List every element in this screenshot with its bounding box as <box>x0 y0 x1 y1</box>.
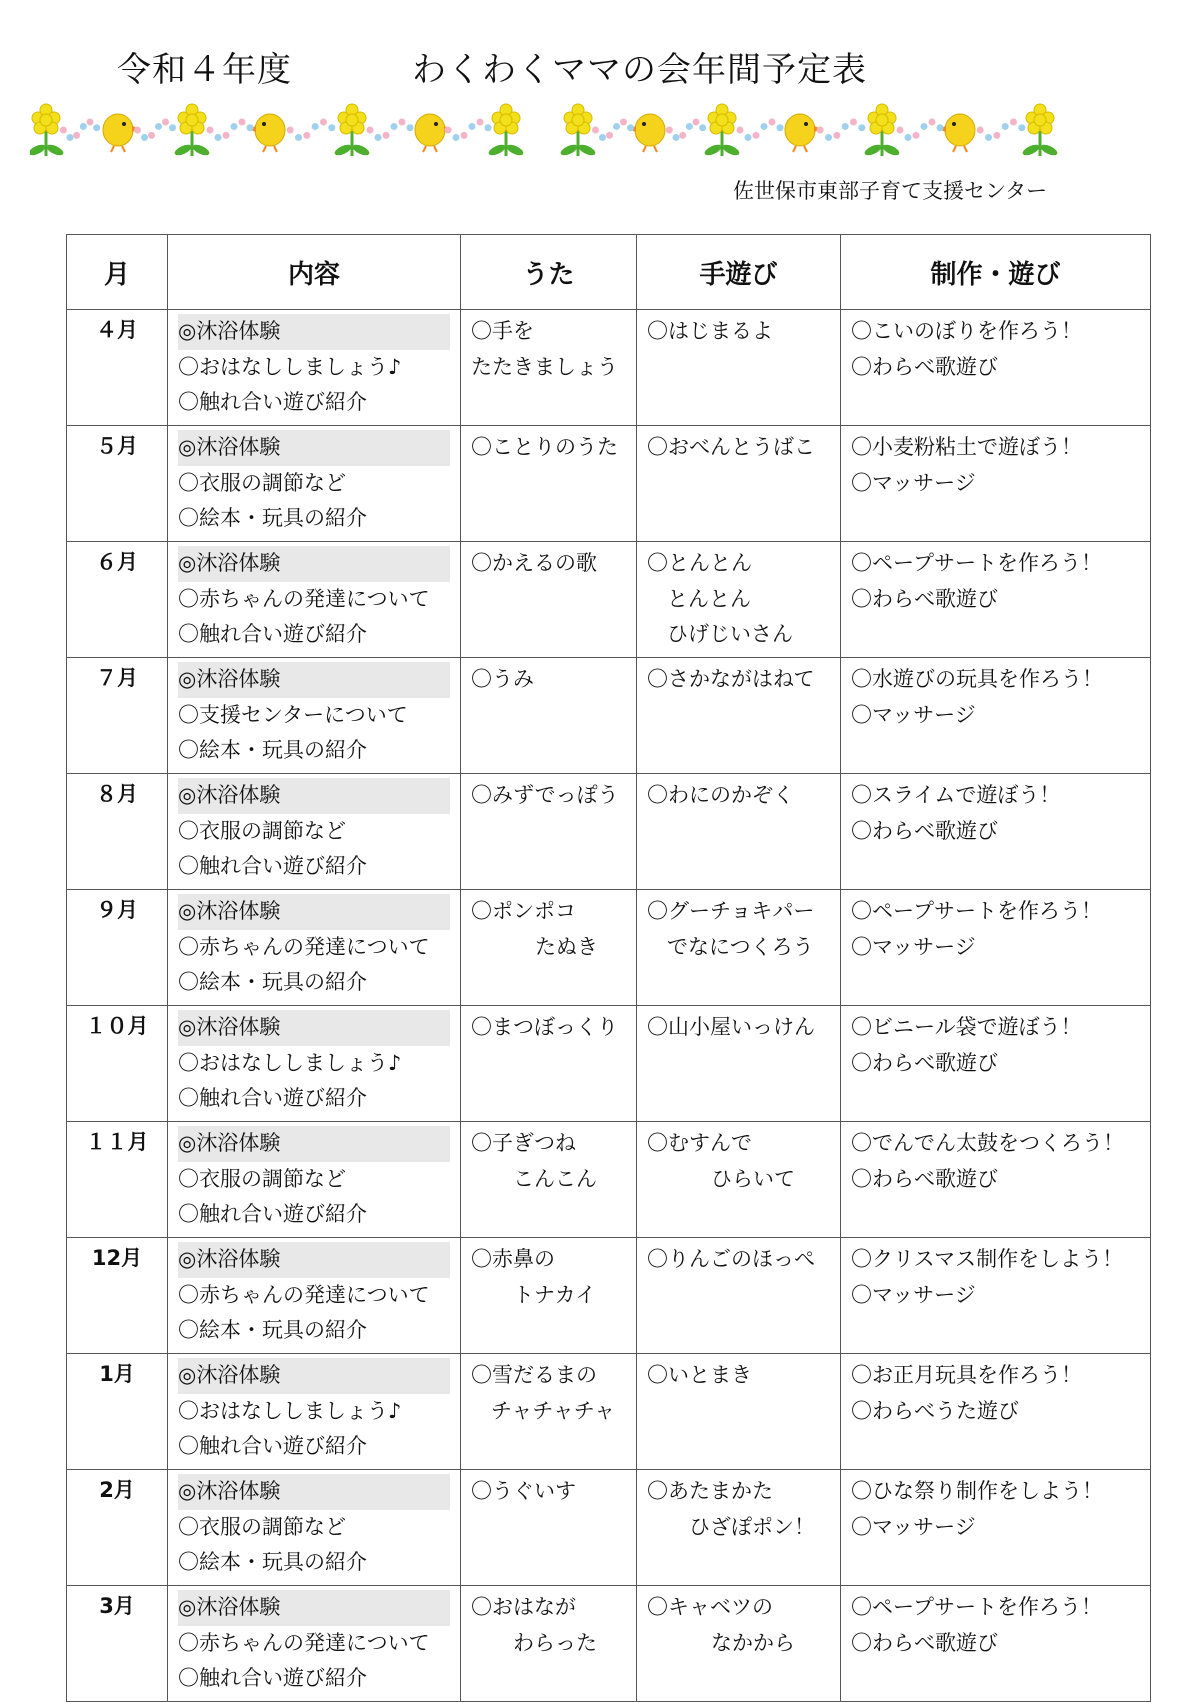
song-cell <box>461 1586 637 1702</box>
craft-line: 〇わらべ歌遊び <box>851 1166 998 1191</box>
content-line: 〇衣服の調節など <box>178 818 346 843</box>
hand-cell <box>637 774 841 890</box>
craft-cell <box>841 1006 1151 1122</box>
content-cell <box>168 890 461 1006</box>
content-line: 〇赤ちゃんの発達について <box>178 586 430 611</box>
song-line: こんこん <box>513 1166 597 1191</box>
content-line: 〇おはなししましょう♪ <box>178 1398 402 1423</box>
dot-trail-icon <box>897 119 944 141</box>
song-cell <box>461 1238 637 1354</box>
song-cell <box>461 1354 637 1470</box>
content-line: ◎沐浴体験 <box>178 1126 450 1162</box>
song-cell <box>461 890 637 1006</box>
craft-line: 〇クリスマス制作をしよう！ <box>851 1247 1124 1271</box>
table-row <box>67 310 1151 426</box>
content-cell <box>168 1470 461 1586</box>
rapeseed-flower-icon <box>703 104 741 157</box>
content-line: ◎沐浴体験 <box>178 662 450 698</box>
song-cell <box>461 310 637 426</box>
hand-line: 〇りんごのほっぺ <box>647 1247 815 1271</box>
month-cell: 3月 <box>67 1586 168 1702</box>
month-cell: １１月 <box>67 1122 168 1238</box>
hand-line: ひざぽポン！ <box>689 1514 815 1539</box>
dot-trail-icon <box>60 119 100 141</box>
column-header-month: 月 <box>67 235 168 310</box>
month-cell: ９月 <box>67 890 168 1006</box>
song-line: 〇手を <box>471 319 534 343</box>
month-cell: １０月 <box>67 1006 168 1122</box>
content-line: ◎沐浴体験 <box>178 546 450 582</box>
song-line: 〇うみ <box>471 667 534 691</box>
content-cell <box>168 542 461 658</box>
dot-trail-icon <box>592 119 634 141</box>
content-line: 〇おはなししましょう♪ <box>178 1050 402 1075</box>
craft-line: 〇ペープサートを作ろう！ <box>851 1595 1102 1619</box>
hand-line: 〇グーチョキパー <box>647 899 815 923</box>
song-line: 〇ポンポコ <box>471 899 576 923</box>
hand-line: 〇山小屋いっけん <box>647 1015 815 1039</box>
content-cell <box>168 1238 461 1354</box>
content-line: 〇触れ合い遊び紹介 <box>178 1666 367 1690</box>
content-line: 〇絵本・玩具の紹介 <box>178 1550 367 1574</box>
dot-trail-icon <box>134 119 176 141</box>
content-cell <box>168 310 461 426</box>
song-line: たぬき <box>535 934 598 959</box>
table-row <box>67 426 1151 542</box>
chick-icon <box>628 114 665 152</box>
content-cell <box>168 658 461 774</box>
song-cell <box>461 1122 637 1238</box>
chick-icon <box>248 114 285 152</box>
hand-line: ひげじいさん <box>667 622 793 646</box>
content-line: ◎沐浴体験 <box>178 314 450 350</box>
hand-line: 〇あたまかた <box>647 1479 773 1503</box>
craft-cell <box>841 426 1151 542</box>
hand-cell <box>637 1006 841 1122</box>
schedule-table <box>66 234 1151 1702</box>
rapeseed-flower-icon <box>30 104 65 157</box>
column-header-craft-play: 制作・遊び <box>841 235 1151 310</box>
table-row <box>67 774 1151 890</box>
table-row <box>67 1238 1151 1354</box>
table-row <box>67 658 1151 774</box>
rapeseed-flower-icon <box>559 104 597 157</box>
content-line: ◎沐浴体験 <box>178 1358 450 1394</box>
content-line: 〇触れ合い遊び紹介 <box>178 854 367 878</box>
content-line: ◎沐浴体験 <box>178 894 450 930</box>
craft-line: 〇わらべ歌遊び <box>851 586 998 611</box>
craft-cell <box>841 1122 1151 1238</box>
hand-line: ひらいて <box>711 1166 795 1191</box>
craft-line: 〇わらべ歌遊び <box>851 1050 998 1075</box>
content-line: ◎沐浴体験 <box>178 1474 450 1510</box>
song-line: トナカイ <box>513 1282 596 1307</box>
hand-line: 〇さかながはねて <box>647 667 815 691</box>
dot-trail-icon <box>817 119 866 141</box>
hand-line: 〇はじまるよ <box>647 319 773 343</box>
content-line: 〇絵本・玩具の紹介 <box>178 506 367 530</box>
month-cell: ７月 <box>67 658 168 774</box>
craft-line: 〇こいのぼりを作ろう！ <box>851 319 1082 343</box>
table-row <box>67 1006 1151 1122</box>
song-cell <box>461 774 637 890</box>
craft-cell <box>841 774 1151 890</box>
dot-trail-icon <box>367 119 414 141</box>
hand-cell <box>637 1122 841 1238</box>
craft-line: 〇マッサージ <box>851 1514 976 1539</box>
month-cell: ６月 <box>67 542 168 658</box>
hand-cell <box>637 1470 841 1586</box>
content-line: 〇おはなししましょう♪ <box>178 354 402 379</box>
content-line: ◎沐浴体験 <box>178 1242 450 1278</box>
hand-line: 〇とんとん <box>647 551 752 575</box>
song-line: わらった <box>513 1630 597 1655</box>
song-line: 〇おはなが <box>471 1595 576 1619</box>
dot-trail-icon <box>287 119 336 141</box>
hand-cell <box>637 542 841 658</box>
craft-line: 〇小麦粉粘土で遊ぼう！ <box>851 435 1082 459</box>
hand-cell <box>637 890 841 1006</box>
craft-cell <box>841 310 1151 426</box>
craft-cell <box>841 1470 1151 1586</box>
table-row <box>67 1586 1151 1702</box>
song-line: 〇みずでっぽう <box>471 783 619 807</box>
hand-cell <box>637 658 841 774</box>
dot-trail-icon <box>666 119 706 141</box>
hand-cell <box>637 1238 841 1354</box>
content-line: 〇衣服の調節など <box>178 1166 346 1191</box>
content-cell <box>168 1354 461 1470</box>
craft-cell <box>841 1354 1151 1470</box>
song-line: 〇雪だるまの <box>471 1363 597 1387</box>
content-line: 〇触れ合い遊び紹介 <box>178 1202 367 1226</box>
song-line: 〇ことりのうた <box>471 435 618 459</box>
craft-line: 〇ペープサートを作ろう！ <box>851 899 1102 923</box>
hand-line: とんとん <box>667 586 751 611</box>
content-line: 〇衣服の調節など <box>178 470 346 495</box>
hand-cell <box>637 426 841 542</box>
craft-line: 〇わらべ歌遊び <box>851 1630 998 1655</box>
song-cell <box>461 542 637 658</box>
craft-line: 〇わらべ歌遊び <box>851 354 998 379</box>
rapeseed-flower-icon <box>487 104 525 157</box>
content-line: ◎沐浴体験 <box>178 1010 450 1046</box>
flower-chick-border <box>30 100 1160 162</box>
content-cell <box>168 774 461 890</box>
organization-name: 佐世保市東部子育て支援センター <box>733 179 1048 203</box>
hand-line: でなにつくろう <box>667 934 814 959</box>
rapeseed-flower-icon <box>863 104 901 157</box>
content-line: 〇絵本・玩具の紹介 <box>178 970 367 994</box>
content-line: ◎沐浴体験 <box>178 430 450 466</box>
table-row <box>67 890 1151 1006</box>
rapeseed-flower-icon <box>173 104 211 157</box>
song-cell <box>461 658 637 774</box>
craft-line: 〇マッサージ <box>851 470 976 495</box>
song-line: 〇うぐいす <box>471 1479 576 1503</box>
content-line: 〇絵本・玩具の紹介 <box>178 738 367 762</box>
hand-cell <box>637 1354 841 1470</box>
song-line: たたきましょう <box>471 354 618 379</box>
column-header-hand-play: 手遊び <box>637 235 841 310</box>
page-title: わくわくママの会年間予定表 <box>412 50 867 90</box>
month-cell: 12月 <box>67 1238 168 1354</box>
craft-line: 〇ひな祭り制作をしよう！ <box>851 1479 1103 1503</box>
month-cell: 1月 <box>67 1354 168 1470</box>
page-title-year: 令和４年度 <box>117 50 292 90</box>
table-row <box>67 542 1151 658</box>
content-line: 〇触れ合い遊び紹介 <box>178 390 367 414</box>
column-header-song: うた <box>461 235 637 310</box>
content-line: ◎沐浴体験 <box>178 1590 450 1626</box>
craft-cell <box>841 1586 1151 1702</box>
hand-cell <box>637 1586 841 1702</box>
rapeseed-flower-icon <box>1021 104 1059 157</box>
column-header-content: 内容 <box>168 235 461 310</box>
craft-line: 〇でんでん太鼓をつくろう！ <box>851 1131 1124 1155</box>
content-line: 〇支援センターについて <box>178 702 408 727</box>
dot-trail-icon <box>207 119 254 141</box>
month-cell: ８月 <box>67 774 168 890</box>
song-line: 〇子ぎつね <box>471 1131 576 1155</box>
month-cell: ４月 <box>67 310 168 426</box>
craft-line: 〇わらべうた遊び <box>851 1398 1019 1423</box>
chick-icon <box>938 114 975 152</box>
craft-line: 〇スライムで遊ぼう！ <box>851 783 1061 807</box>
chick-icon <box>103 114 140 152</box>
craft-line: 〇マッサージ <box>851 702 976 727</box>
craft-cell <box>841 658 1151 774</box>
song-line: 〇かえるの歌 <box>471 551 597 575</box>
craft-line: 〇わらべ歌遊び <box>851 818 998 843</box>
dot-trail-icon <box>977 119 1026 141</box>
table-row <box>67 1354 1151 1470</box>
song-cell <box>461 1006 637 1122</box>
craft-line: 〇ペープサートを作ろう！ <box>851 551 1102 575</box>
hand-cell <box>637 310 841 426</box>
content-line: 〇触れ合い遊び紹介 <box>178 1434 367 1458</box>
month-cell: 2月 <box>67 1470 168 1586</box>
content-line: 〇赤ちゃんの発達について <box>178 1282 430 1307</box>
hand-line: 〇むすんで <box>647 1131 752 1155</box>
craft-cell <box>841 542 1151 658</box>
hand-line: 〇おべんとうばこ <box>647 435 815 459</box>
craft-line: 〇マッサージ <box>851 934 976 959</box>
craft-cell <box>841 890 1151 1006</box>
content-cell <box>168 426 461 542</box>
table-row <box>67 1122 1151 1238</box>
content-line: 〇衣服の調節など <box>178 1514 346 1539</box>
table-row <box>67 1470 1151 1586</box>
hand-line: 〇いとまき <box>647 1363 752 1387</box>
content-cell <box>168 1006 461 1122</box>
content-cell <box>168 1586 461 1702</box>
content-line: 〇触れ合い遊び紹介 <box>178 1086 367 1110</box>
craft-line: 〇マッサージ <box>851 1282 976 1307</box>
table-header-row <box>67 235 1151 310</box>
content-line: 〇赤ちゃんの発達について <box>178 934 430 959</box>
craft-line: 〇お正月玩具を作ろう！ <box>851 1363 1082 1387</box>
month-cell: ５月 <box>67 426 168 542</box>
song-cell <box>461 426 637 542</box>
craft-cell <box>841 1238 1151 1354</box>
song-line: 〇赤鼻の <box>471 1247 555 1271</box>
hand-line: 〇キャベツの <box>647 1595 773 1619</box>
song-line: 〇まつぼっくり <box>471 1015 618 1039</box>
song-line: チャチャチャ <box>491 1398 616 1423</box>
content-line: 〇絵本・玩具の紹介 <box>178 1318 367 1342</box>
content-line: 〇触れ合い遊び紹介 <box>178 622 367 646</box>
hand-line: なかから <box>711 1630 795 1655</box>
dot-trail-icon <box>445 119 492 141</box>
craft-line: 〇ビニール袋で遊ぼう！ <box>851 1015 1082 1039</box>
song-cell <box>461 1470 637 1586</box>
chick-icon <box>785 114 822 152</box>
content-line: 〇赤ちゃんの発達について <box>178 1630 430 1655</box>
dot-trail-icon <box>737 119 784 141</box>
craft-line: 〇水遊びの玩具を作ろう！ <box>851 667 1103 691</box>
hand-line: 〇わにのかぞく <box>647 783 794 807</box>
content-cell <box>168 1122 461 1238</box>
rapeseed-flower-icon <box>333 104 371 157</box>
content-line: ◎沐浴体験 <box>178 778 450 814</box>
